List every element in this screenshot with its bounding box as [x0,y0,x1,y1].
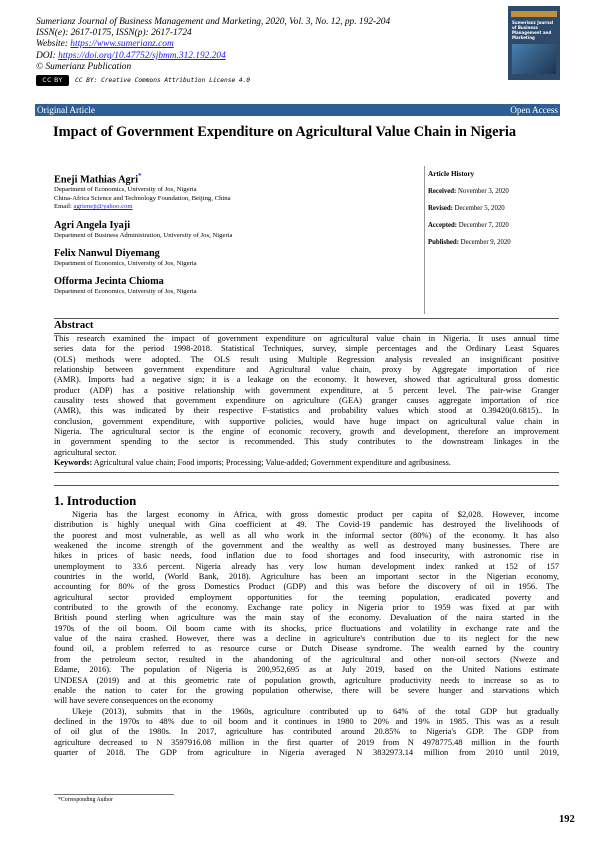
abstract-heading-rule [54,333,559,334]
author-4 [54,276,414,296]
abstract-line: in government spending to the sector is recommended. This study contributes to the downstream linkages in the [54,436,559,447]
intro-line: declined in the 1970s to 48% due to oil boom and it continues in 1980 to 20% and 19% in 1985. This was as a result [54,715,559,726]
access-label: Open Access [510,105,558,115]
abstract-line: (AMR), this was indicated by their respective F-statistics and probability values which stood at 0.39420(0.6815).. In [54,405,559,416]
intro-line: enable the nation to cater for the growing population otherwise, there will be severe hunger and starvations which [54,684,559,695]
page-number: 192 [559,814,575,825]
footnote: *Corresponding Author [58,797,113,803]
keywords-label: Keywords: [54,458,93,468]
intro-line: agriculture decreased to N 3597916.08 million in the first quarter of 2019 from N 4978775.48 million in the fourth [54,736,559,747]
intro-line: hikes in prices of basic needs, food inflation due to food shortages and food insecurity, with astronomic rise in [54,550,559,561]
introduction-body [54,509,559,757]
intro-line: quarter of 2018. The GDP from agriculture in Nigeria averaged N 3832973.14 million from 2010 until 2019, [54,746,559,757]
article-type-label: Original Article [37,105,95,115]
intro-line: found oil, a problem referred to as resource curse or Dutch Disease syndrome. The wealth earned by the country [54,643,559,654]
intro-line: countries in the world, (World Bank, 2018). Agriculture has been an important sector in the Nigerian economy, [54,571,559,582]
author-affiliation: Department of Business Administration, University of Jos, Nigeria [54,231,233,239]
article-history [428,170,558,246]
issn: ISSN(e): 2617-0175, ISSN(p): 2617-1724 [36,28,192,39]
doi-line: DOI: https://doi.org/10.47752/sjbmm.312.192.204 [36,50,226,61]
author-2 [54,220,414,240]
abstract-line: causality tests showed that government expenditure on agriculture (GEA) granger causes aggregate importation of rice [54,395,559,406]
journal-header [36,17,456,86]
article-type-bar [35,104,560,116]
intro-line: Ukeje (2013), submits that in the 1960s, agriculture contributed up to 64% of the total GDP but gradually [72,705,559,716]
introduction-heading: 1. Introduction [54,494,137,508]
cover-title: Sumerianz Journal of Business Management and Marketing [512,20,554,40]
intro-line: will have severe consequences on the economy [54,695,214,706]
author-affiliation: Department of Economics, University of Jos, Nigeria [54,186,197,194]
abstract-line: agricultural sector. [54,446,117,457]
abstract-line: This research examined the impact of government expenditure on agricultural value chain in Nigeria. It uses annual time [54,333,559,343]
author-email-line: Email: agrieneji@yahoo.com [54,203,133,211]
website-link[interactable]: https://www.sumerianz.com [70,39,174,50]
abstract-bottom-rule [54,485,559,486]
publisher: © Sumerianz Publication [36,61,132,72]
intro-line: agricultural sector provided employment opportunities for the teeming population, eradicated poverty and [54,591,559,602]
journal-citation: Sumerianz Journal of Business Management and Marketing, 2020, Vol. 3, No. 12, pp. 192-204 [36,17,391,27]
intro-line: 1970s of the oil boom. Oil boom came with its shocks, price fluctuations and volatility in exchange rate and the [54,622,559,633]
author-name: Agri Angela Iyaji [54,219,131,231]
doi-link[interactable]: https://doi.org/10.47752/sjbmm.312.192.204 [58,50,226,61]
intro-line: accounting for 80% of the gross Domestics Product (GDP) and this was before the discovery of oil in 1956. The [54,581,559,592]
intro-line: contributed to the growth of the economy. Exchange rate policy in Nigeria prior to 1959 was fixed at par with [54,602,559,613]
author-affiliation: Department of Economics, University of Jos, Nigeria [54,288,197,296]
intro-line: weakened the income strength of the government and the wealthy as well as destroyed many businesses. There are [54,540,559,551]
history-revised: Revised: December 5, 2020 [428,205,505,212]
keywords-text: Agricultural value chain; Food imports; Processing; Value-added; Government expenditure and agribusiness. [92,458,451,468]
history-accepted: Accepted: December 7, 2020 [428,222,509,229]
cover-stripe [511,11,557,17]
keywords-line [54,458,559,468]
abstract-line: (OLS) methods were adopted. The OLS result using Multiple Regression analysis revealed an insignificant positive [54,353,559,364]
journal-cover-image [508,6,560,80]
website-line: Website: https://www.sumerianz.com [36,39,174,50]
intro-line: distribution is highly unequal with Gina coefficient at 49. The Covid-19 pandemic has destroyed the livelihoods of [54,519,559,530]
intro-line: of oil glut of the 1980s. In 2017, agriculture has contributed around 20.85% to Nigeria's GDP. The GDP from [54,726,559,737]
abstract-line: Nigeria. The agricultural sector is the engine of economic recovery, growth and development, therefore an improvement [54,426,559,437]
corresponding-mark: * [138,172,142,180]
abstract-line: conclusion, government expenditure, with supportive policies, would have huge impact on agricultural value chain in [54,415,559,426]
abstract-section [54,320,559,468]
intro-line: UNDESA (2019) and at this geometric rate of population growth, agriculture productivity needs to increase so as to [54,674,559,685]
abstract-line: product (ADP) has a positive relationship with government expenditure, at 5 percent level. The pair-wise Granger [54,384,559,395]
abstract-body [54,333,559,457]
author-affiliation: China-Africa Science and Technology Foundation, Beijing, China [54,194,231,202]
author-block [54,170,414,297]
article-title: Impact of Government Expenditure on Agricultural Value Chain in Nigeria [53,124,517,140]
history-title: Article History [428,170,475,178]
author-name: Felix Nanwul Diyemang [54,248,160,260]
author-name: Eneji Mathias Agri [54,174,139,186]
intro-line: Edame, 2016). The population of Nigeria is 200,952,695 as at July 2019, based on the United Nations estimate [54,664,559,675]
footnote-rule [54,794,174,795]
license-text: CC BY: Creative Commons Attribution License 4.0 [75,77,251,85]
author-1 [54,170,414,212]
author-email-link[interactable]: agrieneji@yahoo.com [73,203,133,211]
intro-line: the poorest and most vulnerable, as well as all who work in the informal sector (80%) of the economy. It has also [54,529,559,540]
cover-graphic [512,44,556,74]
abstract-top-rule [54,318,559,319]
history-received: Received: November 3, 2020 [428,188,509,195]
intro-line: British pound sterling when agriculture was the main stay of the economy. Devaluation of the naira started in the [54,612,559,623]
intro-line: from the petroleum sector, resulted in the abandoning of the agricultural and other non-oil sectors (Nweze and [54,653,559,664]
abstract-line: (AMR). Imports had a negative sign; it is a leakage on the economy. It however, showed that agricultural gross domestic [54,374,559,385]
abstract-line: relationship between government expenditure and Agricultural value chain, proxy by Aggregate importation of rice [54,364,559,375]
keywords-rule [54,472,559,473]
license-row [36,75,456,86]
history-published: Published: December 9, 2020 [428,239,511,246]
author-name: Offorma Jecinta Chioma [54,276,164,288]
intro-line: value of the naira crashed. However, there was a decline in agriculture's contribution due to its neglect for the new [54,633,559,644]
abstract-line: series data for the period 1998-2018. Statistical Techniques, survey, simple percentages and the Ordinary Least Squares [54,343,559,354]
history-divider [424,166,425,314]
author-affiliation: Department of Economics, University of Jos, Nigeria [54,260,197,268]
intro-line: unemployment to 33.6 percent. Nigeria already has very low human development index ranked at 152 of 157 [54,560,559,571]
cc-license-icon: CC BY [36,75,69,86]
author-3 [54,248,414,268]
intro-line: Nigeria has the largest economy in Africa, with gross domestic product per capita of $2,028. However, income [72,509,559,519]
abstract-heading: Abstract [54,320,94,331]
